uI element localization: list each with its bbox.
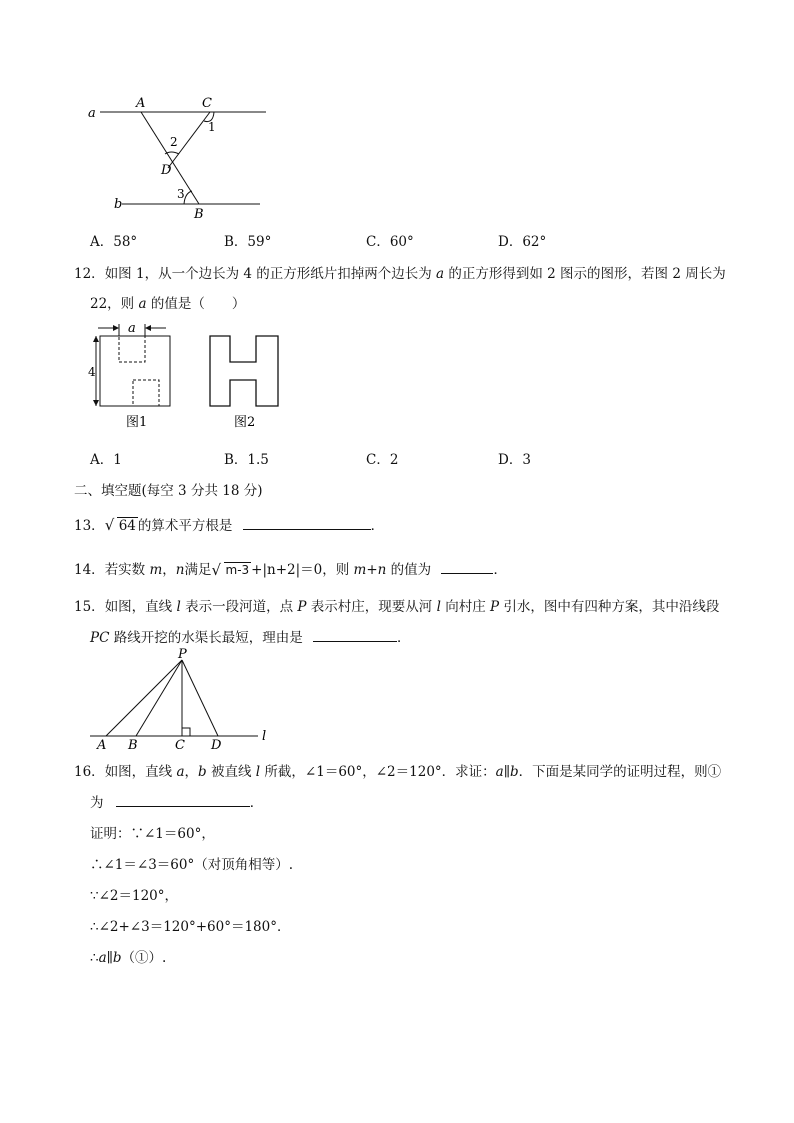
q11-option-b[interactable]: B．59°	[224, 234, 272, 250]
angle-3-arc	[184, 191, 192, 204]
q14-answer-blank[interactable]	[441, 561, 493, 574]
label-l: l	[262, 729, 267, 744]
label-C: C	[202, 96, 212, 111]
fig1-caption: 图1	[126, 415, 148, 430]
q12-option-a[interactable]: A．1	[90, 452, 122, 468]
q12-line1: 12．如图 1，从一个边长为 4 的正方形纸片扣掉两个边长为 a 的正方形得到如 2 图示的图形，若图 2 周长为	[74, 266, 726, 282]
label-A: A	[136, 96, 146, 111]
q16-proof-2: ∴∠1＝∠3＝60°（对顶角相等）.	[90, 857, 294, 873]
label-angle-2: 2	[170, 135, 178, 149]
q16-answer-blank[interactable]	[116, 794, 250, 807]
q15-line2: PC 路线开挖的水渠长最短，理由是 ．	[90, 630, 411, 646]
q16-proof-5: ∴a∥b（①）.	[90, 950, 167, 966]
q11-option-c[interactable]: C．60°	[366, 234, 414, 250]
label-D: D	[211, 738, 222, 752]
label-P: P	[178, 647, 187, 662]
segment-PB	[136, 660, 182, 736]
q11-option-d[interactable]: D．62°	[498, 234, 547, 250]
label-C: C	[175, 738, 185, 752]
label-angle-1: 1	[208, 120, 216, 134]
q11-figure	[80, 90, 280, 225]
q13-answer-blank[interactable]	[243, 517, 371, 530]
q16-proof-4: ∴∠2+∠3＝120°+60°＝180°．	[90, 919, 291, 935]
label-A: A	[97, 738, 107, 752]
q14: 14．若实数 m，n满足 √ m-3 +|n+2|＝0，则 m+n 的值为 ．	[74, 561, 507, 579]
fig1-dashed-top	[119, 336, 145, 362]
segment-AB	[141, 112, 199, 204]
fig1-dashed-bottom	[133, 380, 159, 406]
q12-option-c[interactable]: C．2	[366, 452, 399, 468]
q16-proof-3: ∵∠2＝120°，	[90, 888, 179, 904]
segment-PA	[106, 660, 182, 736]
q12-figures	[84, 318, 294, 434]
fig2-caption: 图2	[234, 415, 256, 430]
label-line-b: b	[114, 197, 123, 212]
q15-line1: 15．如图，直线 l 表示一段河道，点 P 表示村庄，现要从河 l 向村庄 P 引水，图中有四种方案，其中沿线段	[74, 599, 720, 615]
segment-PD	[182, 660, 218, 736]
label-angle-3: 3	[177, 187, 185, 201]
q16-line2: 为 ．	[90, 795, 264, 811]
q16-line1: 16．如图，直线 a，b 被直线 l 所截，∠1＝60°，∠2＝120°．求证：a∥b．下面是某同学的证明过程，则①	[74, 764, 722, 780]
section-2-title: 二、填空题(每空 3 分共 18 分)	[74, 483, 263, 499]
q12-line2: 22，则 a 的值是（ ）	[90, 296, 246, 312]
q15-answer-blank[interactable]	[313, 629, 397, 642]
fig1-label-a: a	[128, 321, 136, 336]
label-B: B	[194, 207, 204, 222]
q13: 13． √ 64 的算术平方根是 ．	[74, 516, 385, 534]
label-D: D	[161, 163, 172, 178]
fig1-label-4: 4	[88, 365, 96, 379]
q11-option-a[interactable]: A．58°	[90, 234, 138, 250]
label-line-a: a	[88, 106, 96, 121]
q15-figure	[86, 644, 276, 752]
q16-proof-1: 证明：∵∠1＝60°，	[90, 826, 215, 842]
q12-option-d[interactable]: D．3	[498, 452, 531, 468]
q12-option-b[interactable]: B．1.5	[224, 452, 269, 468]
fig2-shape	[210, 336, 278, 406]
right-angle-mark	[182, 728, 190, 736]
label-B: B	[128, 738, 138, 752]
